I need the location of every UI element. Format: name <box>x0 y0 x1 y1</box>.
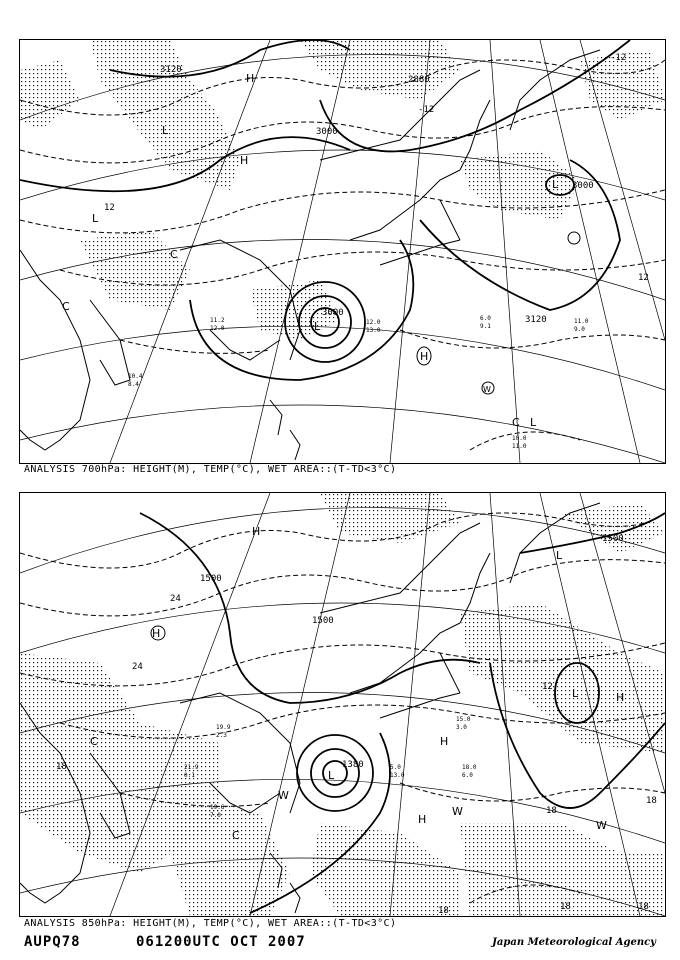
height-label: 3000 <box>316 127 338 137</box>
station-value: 12.0 <box>210 325 225 332</box>
high-center: H <box>420 350 429 363</box>
low-center: L <box>556 549 563 562</box>
station-value: 13.0 <box>390 772 405 779</box>
station-value: 9.1 <box>480 323 491 330</box>
height-label: 1500 <box>200 574 222 584</box>
chart-footer <box>24 934 664 954</box>
high-center: H <box>616 691 625 704</box>
temp-label: 24 <box>170 594 181 604</box>
caption-700hpa: ANALYSIS 700hPa: HEIGHT(M), TEMP(°C), WET AREA::(T-TD<3°C) <box>24 464 397 475</box>
valid-time: 061200UTC OCT 2007 <box>136 934 306 950</box>
station-value: 10.4 <box>128 373 143 380</box>
station-value: 11.0 <box>512 443 527 450</box>
station-value: 3.0 <box>456 724 467 731</box>
map-700hpa-canvas <box>20 40 665 463</box>
wet-areas <box>20 40 665 340</box>
high-center: H <box>240 154 249 167</box>
high-center: H <box>440 735 449 748</box>
height-label: 3120 <box>525 315 547 325</box>
station-value: 7.0 <box>210 812 221 819</box>
temp-label: 12 <box>104 203 115 213</box>
temp-label: 12 <box>542 682 553 692</box>
station-value: 9.0 <box>574 326 585 333</box>
temp-label: -12 <box>418 105 435 115</box>
low-center: L <box>92 212 99 225</box>
cold-center: C <box>232 829 240 842</box>
height-label: 1500 <box>312 616 334 626</box>
station-value: 0.1 <box>184 772 195 779</box>
low-center: L <box>314 320 321 333</box>
height-label: 1380 <box>342 760 364 770</box>
high-center: H <box>252 525 261 538</box>
temp-label: 18 <box>560 902 571 912</box>
station-value: 11.0 <box>574 318 589 325</box>
station-value: 21.9 <box>184 764 199 771</box>
height-label: 3000 <box>322 308 344 318</box>
cold-center: C <box>512 416 520 429</box>
station-value: 13.0 <box>366 327 381 334</box>
map-850hpa-canvas <box>20 493 665 916</box>
temp-label: 18 <box>438 906 449 916</box>
temp-label: -12 <box>610 53 627 63</box>
temp-label: 12 <box>638 273 649 283</box>
low-center: L <box>328 769 335 782</box>
low-center: L <box>162 124 169 137</box>
station-value: 5.0 <box>390 764 401 771</box>
low-center: L <box>572 687 579 700</box>
cold-center: C <box>170 248 178 261</box>
height-label: 3000 <box>572 181 594 191</box>
temp-label: 24 <box>132 662 143 672</box>
temp-label: 18 <box>546 806 557 816</box>
temp-label: 18 <box>56 762 67 772</box>
warm-center: W <box>596 819 607 832</box>
map-700hpa <box>19 39 666 464</box>
chart-code: AUPQ78 <box>24 934 81 950</box>
temp-label: 18 <box>638 902 649 912</box>
station-value: 15.0 <box>456 716 471 723</box>
wet-areas <box>20 493 665 916</box>
station-value: 6.0 <box>462 772 473 779</box>
station-value: 2.3 <box>216 732 227 739</box>
high-center: H <box>418 813 427 826</box>
cold-center: C <box>90 735 98 748</box>
height-label: 1500 <box>602 534 624 544</box>
height-label: 3120 <box>160 65 182 75</box>
cold-center: C <box>62 300 70 313</box>
station-values <box>128 315 589 450</box>
station-value: 18.0 <box>462 764 477 771</box>
high-center: H <box>246 72 255 85</box>
warm-center: W <box>483 385 491 394</box>
low-center: L <box>552 178 559 191</box>
warm-center: W <box>278 789 289 802</box>
warm-center: W <box>452 805 463 818</box>
temp-label: 18 <box>646 796 657 806</box>
height-label: 2880 <box>408 75 430 85</box>
station-value: 12.0 <box>366 319 381 326</box>
station-value: 19.9 <box>216 724 231 731</box>
high-center: H <box>152 627 161 640</box>
station-value: 19.6 <box>210 804 225 811</box>
map-850hpa <box>19 492 666 917</box>
agency-name: Japan Meteorological Agency <box>492 937 656 948</box>
station-value: 10.0 <box>512 435 527 442</box>
station-value: 11.2 <box>210 317 225 324</box>
station-value: 8.4 <box>128 381 139 388</box>
low-center: L <box>530 416 537 429</box>
station-value: 6.0 <box>480 315 491 322</box>
caption-850hpa: ANALYSIS 850hPa: HEIGHT(M), TEMP(°C), WET AREA::(T-TD<3°C) <box>24 918 397 929</box>
